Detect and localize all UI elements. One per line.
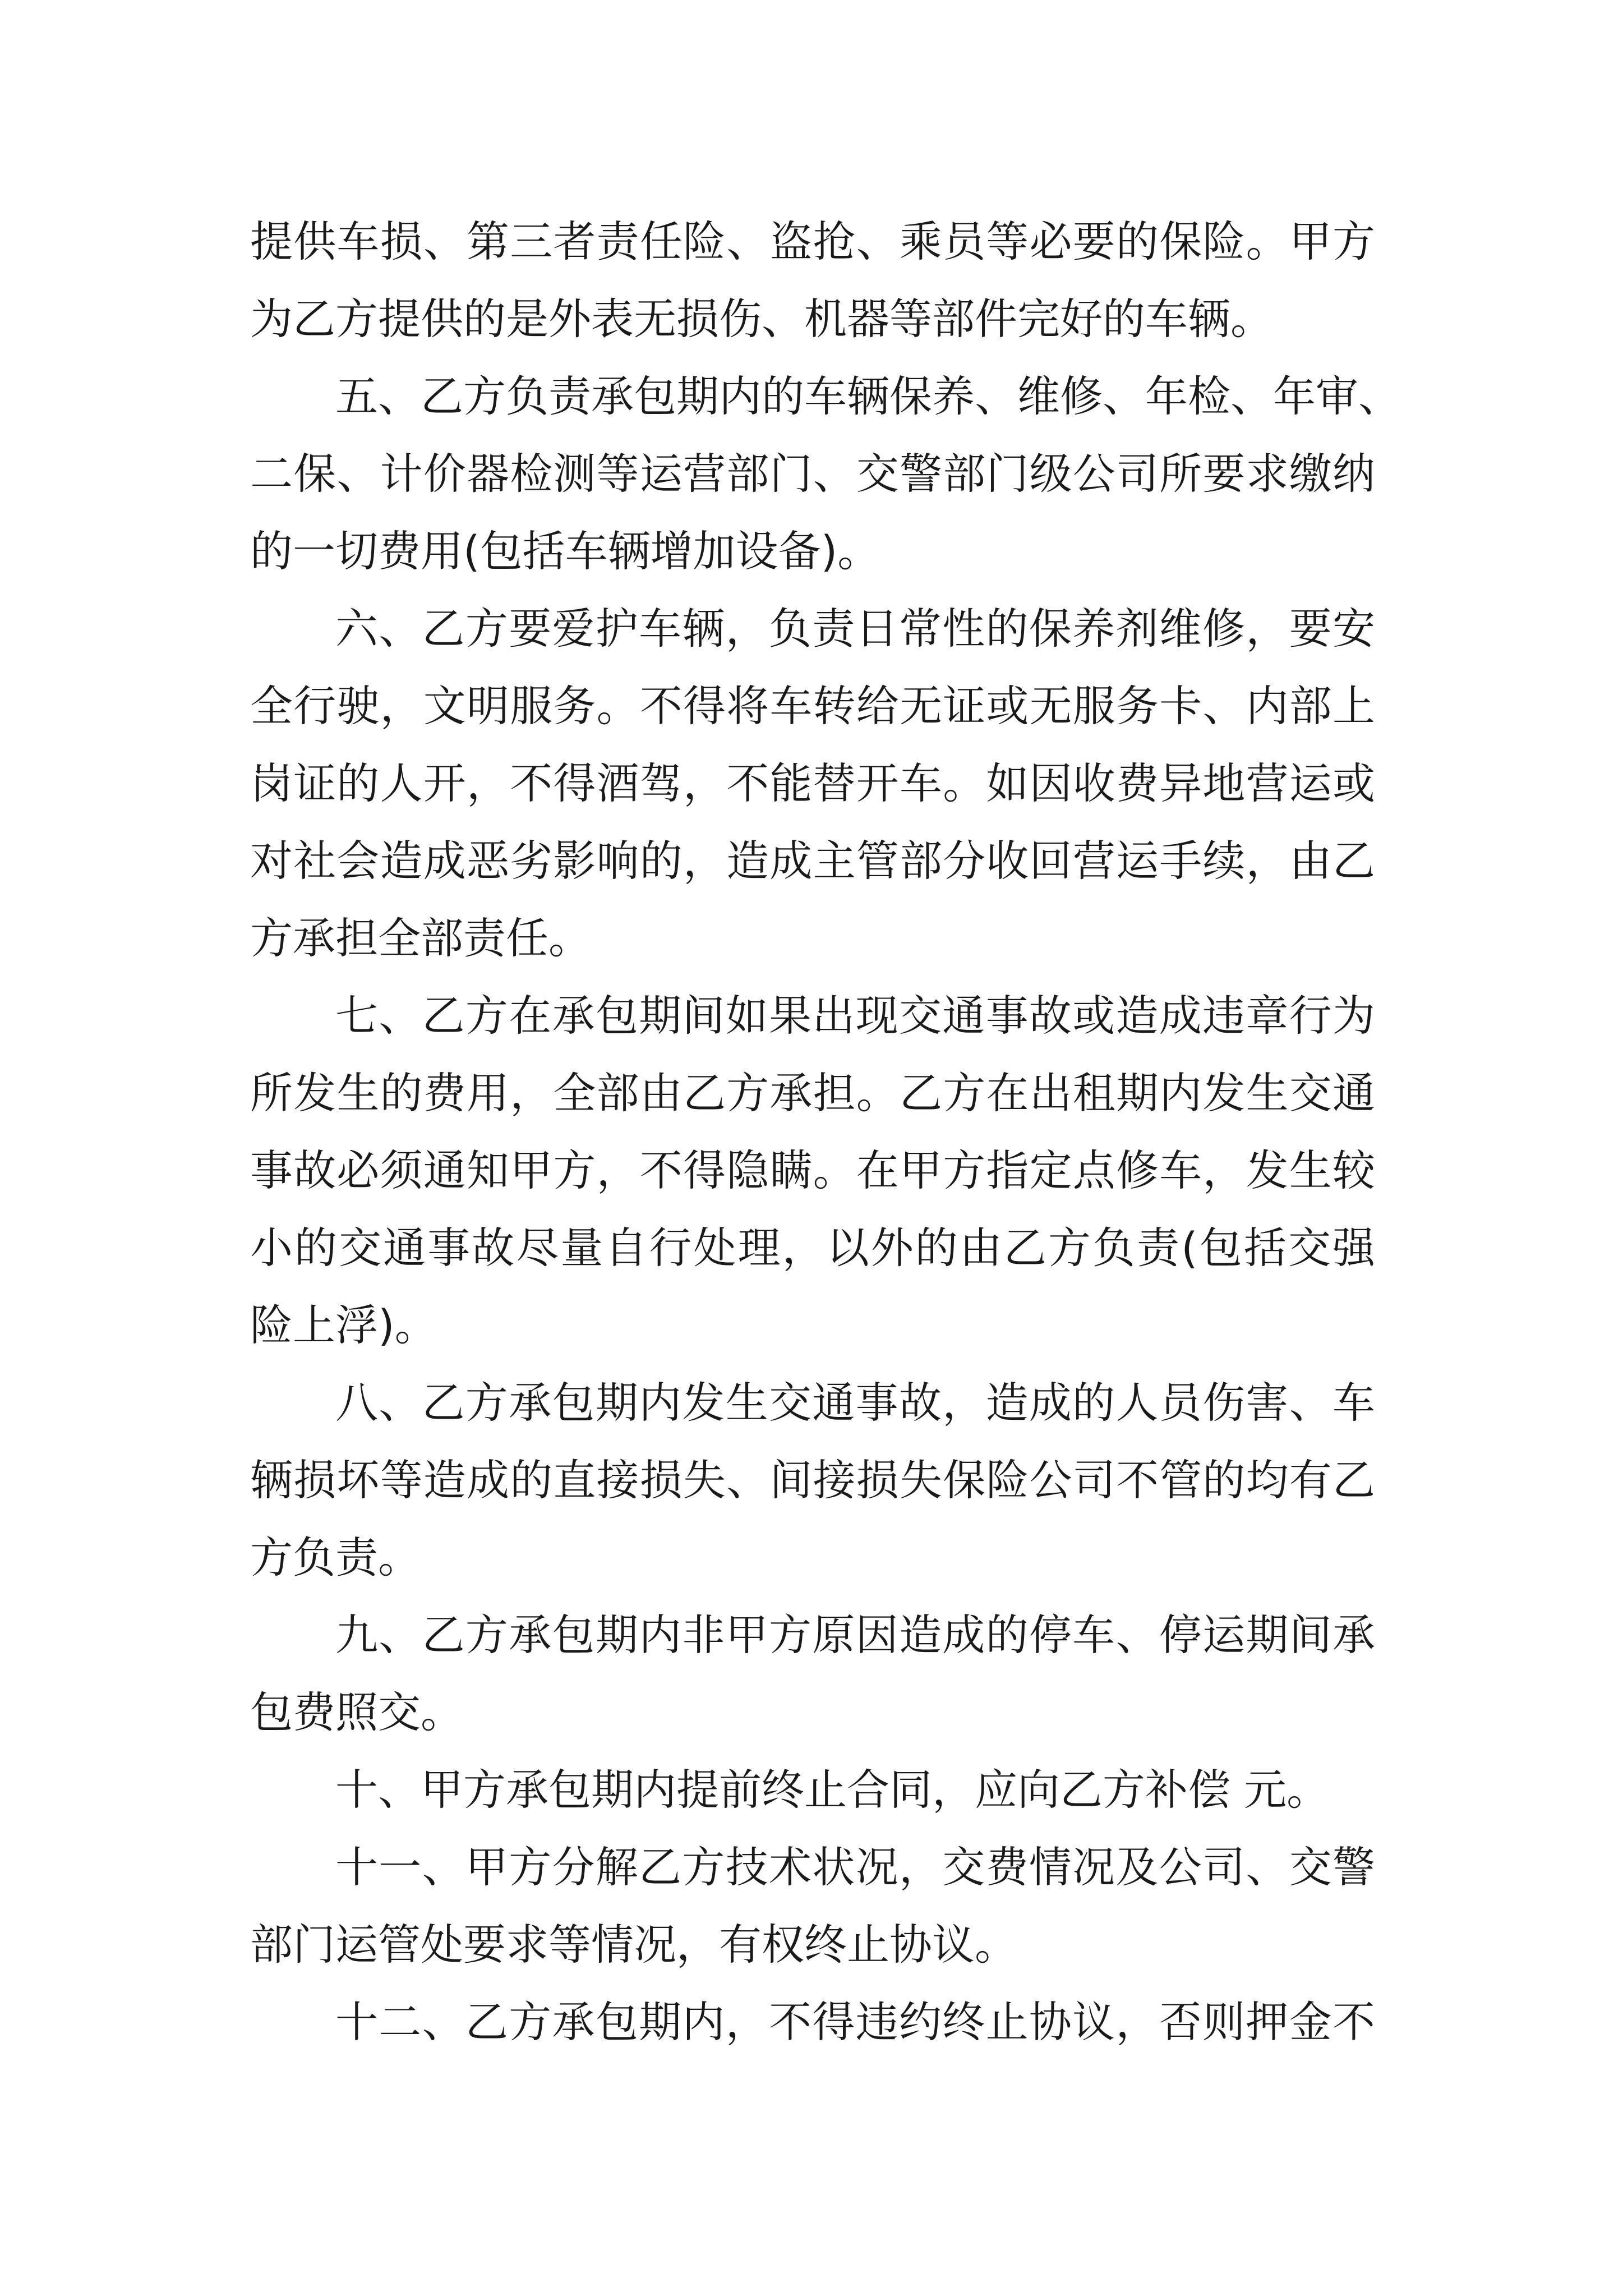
text-line: 的一切费用(包括车辆增加设备)。: [250, 526, 880, 576]
text-line: 十、甲方承包期内提前终止合同，应向乙方补偿 元。: [335, 1765, 1330, 1815]
text-line: 为乙方提供的是外表无损伤、机器等部件完好的车辆。: [250, 294, 1273, 344]
text-line: 提供车损、第三者责任险、盗抢、乘员等必要的保险。甲方: [250, 217, 1375, 266]
text-line: 八、乙方承包期内发生交通事故，造成的人员伤害、车: [335, 1378, 1375, 1428]
text-line: 方承担全部责任。: [250, 913, 591, 963]
text-line: 岗证的人开，不得酒驾，不能替开车。如因收费异地营运或: [250, 758, 1375, 808]
text-line: 小的交通事故尽量自行处理，以外的由乙方负责(包括交强: [250, 1223, 1375, 1273]
text-line: 十二、乙方承包期内，不得违约终止协议，否则押金不: [335, 1997, 1375, 2047]
text-line: 事故必须通知甲方，不得隐瞒。在甲方指定点修车，发生较: [250, 1145, 1375, 1195]
text-line: 对社会造成恶劣影响的，造成主管部分收回营运手续，由乙: [250, 836, 1375, 886]
text-line: 包费照交。: [250, 1687, 463, 1737]
text-line: 七、乙方在承包期间如果出现交通事故或造成违章行为: [335, 991, 1375, 1041]
text-line: 六、乙方要爱护车辆，负责日常性的保养剂维修，要安: [335, 604, 1375, 654]
text-line: 全行驶，文明服务。不得将车转给无证或无服务卡、内部上: [250, 681, 1375, 731]
text-line: 方负责。: [250, 1533, 421, 1582]
text-line: 九、乙方承包期内非甲方原因造成的停车、停运期间承: [335, 1610, 1375, 1660]
text-line: 辆损坏等造成的直接损失、间接损失保险公司不管的均有乙: [250, 1455, 1375, 1505]
text-line: 所发生的费用，全部由乙方承担。乙方在出租期内发生交通: [250, 1068, 1375, 1118]
text-line: 十一、甲方分解乙方技术状况，交费情况及公司、交警: [335, 1842, 1375, 1892]
text-line: 险上浮)。: [250, 1300, 437, 1350]
document-body: [250, 203, 1401, 2061]
text-line: 五、乙方负责承包期内的车辆保养、维修、年检、年审、: [335, 371, 1401, 421]
text-line: 二保、计价器检测等运营部门、交警部门级公司所要求缴纳: [250, 449, 1375, 499]
text-line: 部门运管处要求等情况，有权终止协议。: [250, 1920, 1017, 1970]
